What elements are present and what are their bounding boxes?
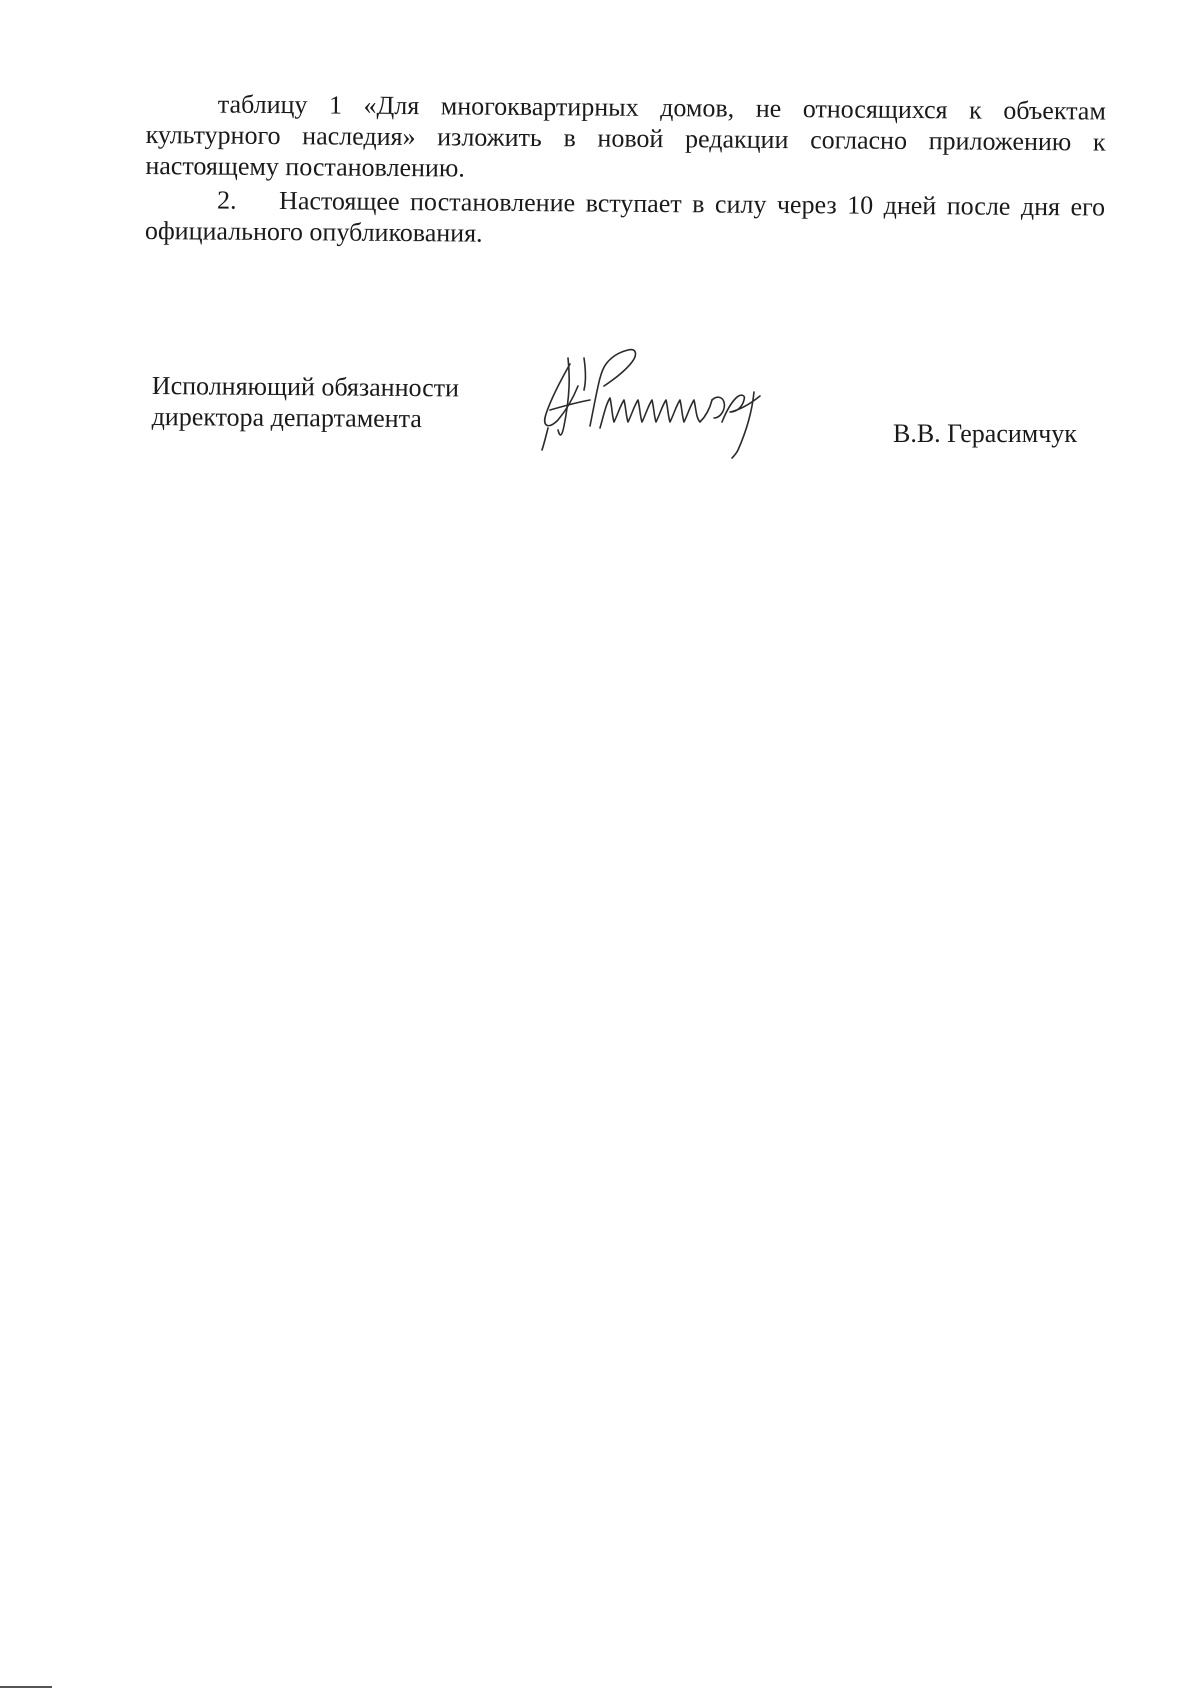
handwritten-signature bbox=[540, 326, 800, 466]
signer-position-line-1: Исполняющий обязанности bbox=[151, 370, 460, 403]
scan-edge-mark bbox=[0, 1686, 52, 1688]
item-number: 2. bbox=[217, 185, 237, 215]
item-text: Настоящее постановление вступает в силу через 10 дней после дня его официального опубликования. bbox=[144, 186, 1106, 248]
paragraph-table-1: таблицу 1 «Для многоквартирных домов, не относящихся к объектам культурного наследия» изложить в новой редакции согласно приложению к настоящему постановлению. bbox=[145, 89, 1106, 183]
signer-position-line-2: директора департамента bbox=[151, 401, 423, 434]
signer-position bbox=[152, 370, 460, 434]
numbered-item-2 bbox=[145, 184, 1105, 254]
signer-name: В.В. Герасимчук bbox=[893, 419, 1077, 448]
document-body bbox=[145, 88, 1106, 254]
